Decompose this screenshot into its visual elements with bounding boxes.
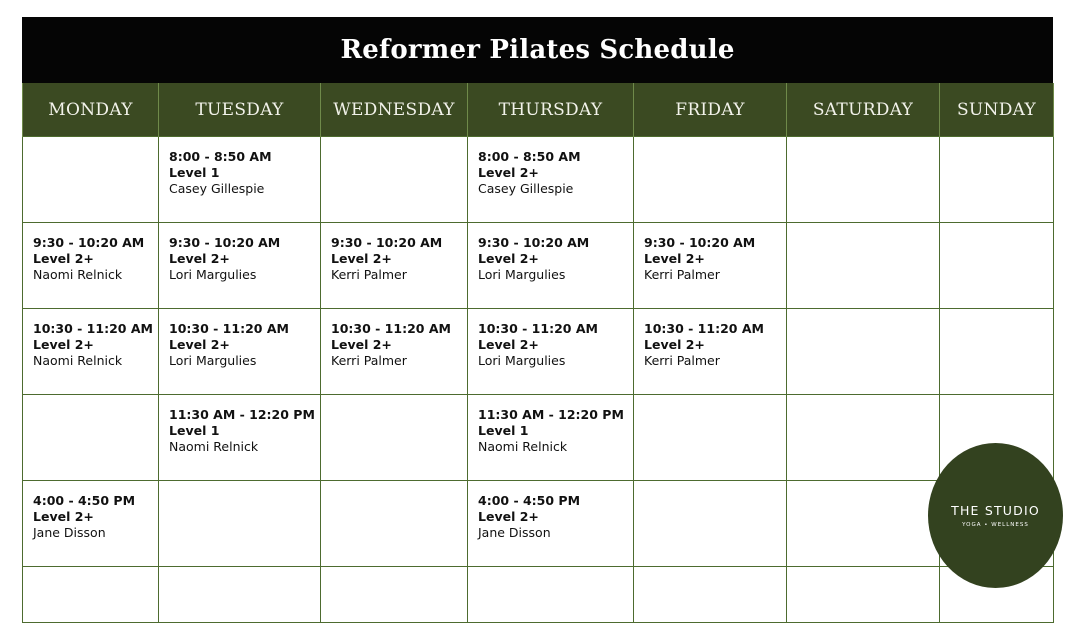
class-entry (159, 309, 320, 369)
class-level: Level 2+ (478, 337, 539, 352)
class-time: 11:30 AM - 12:20 PM (478, 407, 624, 422)
class-instructor: Lori Margulies (169, 267, 257, 282)
logo-name: THE STUDIO (951, 503, 1040, 518)
class-level: Level 2+ (331, 337, 392, 352)
schedule-title: Reformer Pilates Schedule (22, 17, 1053, 83)
schedule-cell-tuesday (159, 223, 321, 309)
class-time: 8:00 - 8:50 AM (478, 149, 581, 164)
schedule-cell-sunday (940, 223, 1054, 309)
schedule-cell-saturday (787, 137, 940, 223)
class-entry (321, 309, 467, 369)
class-instructor: Naomi Relnick (478, 439, 568, 454)
schedule-cell-monday (23, 223, 159, 309)
class-level: Level 2+ (478, 165, 539, 180)
class-instructor: Naomi Relnick (33, 267, 123, 282)
schedule-sheet (22, 17, 1053, 619)
schedule-cell-wednesday (321, 223, 468, 309)
schedule-table (22, 83, 1054, 623)
schedule-cell-thursday (468, 481, 634, 567)
class-level: Level 2+ (33, 337, 94, 352)
schedule-cell-friday (634, 137, 787, 223)
class-instructor: Lori Margulies (478, 353, 566, 368)
schedule-cell-tuesday (159, 567, 321, 623)
class-instructor: Jane Disson (33, 525, 106, 540)
class-time: 9:30 - 10:20 AM (478, 235, 590, 250)
class-time: 4:00 - 4:50 PM (33, 493, 136, 508)
class-time: 10:30 - 11:20 AM (169, 321, 289, 336)
schedule-cell-monday (23, 481, 159, 567)
schedule-cell-saturday (787, 395, 940, 481)
class-entry (468, 137, 633, 197)
class-instructor: Kerri Palmer (331, 353, 407, 368)
class-time: 10:30 - 11:20 AM (644, 321, 764, 336)
schedule-cell-friday (634, 309, 787, 395)
schedule-cell-tuesday (159, 481, 321, 567)
class-entry (468, 481, 633, 541)
class-instructor: Casey Gillespie (169, 181, 265, 196)
time-slot-row (23, 395, 1054, 481)
class-entry (321, 223, 467, 283)
class-instructor: Lori Margulies (478, 267, 566, 282)
class-instructor: Naomi Relnick (169, 439, 259, 454)
class-level: Level 1 (169, 165, 220, 180)
class-level: Level 2+ (331, 251, 392, 266)
schedule-cell-friday (634, 395, 787, 481)
class-instructor: Jane Disson (478, 525, 551, 540)
schedule-cell-friday (634, 223, 787, 309)
class-time: 10:30 - 11:20 AM (33, 321, 153, 336)
studio-logo (928, 443, 1063, 588)
schedule-cell-friday (634, 481, 787, 567)
time-slot-row (23, 137, 1054, 223)
class-entry (468, 395, 633, 455)
logo-tagline: YOGA • WELLNESS (962, 522, 1029, 528)
day-header-saturday: SATURDAY (787, 83, 940, 137)
schedule-cell-monday (23, 309, 159, 395)
schedule-cell-saturday (787, 481, 940, 567)
schedule-cell-tuesday (159, 309, 321, 395)
class-time: 8:00 - 8:50 AM (169, 149, 272, 164)
schedule-cell-wednesday (321, 137, 468, 223)
class-level: Level 2+ (169, 251, 230, 266)
class-entry (23, 223, 158, 283)
class-entry (159, 223, 320, 283)
class-instructor: Casey Gillespie (478, 181, 574, 196)
schedule-cell-wednesday (321, 309, 468, 395)
schedule-cell-wednesday (321, 395, 468, 481)
class-entry (634, 223, 786, 283)
class-entry (159, 137, 320, 197)
schedule-cell-thursday (468, 395, 634, 481)
schedule-cell-monday (23, 567, 159, 623)
schedule-cell-tuesday (159, 395, 321, 481)
day-header-friday: FRIDAY (634, 83, 787, 137)
schedule-cell-saturday (787, 223, 940, 309)
schedule-cell-friday (634, 567, 787, 623)
schedule-cell-wednesday (321, 481, 468, 567)
schedule-cell-wednesday (321, 567, 468, 623)
schedule-cell-sunday (940, 137, 1054, 223)
class-level: Level 2+ (33, 509, 94, 524)
class-entry (159, 395, 320, 455)
class-level: Level 1 (478, 423, 529, 438)
class-entry (634, 309, 786, 369)
schedule-cell-thursday (468, 223, 634, 309)
class-time: 9:30 - 10:20 AM (644, 235, 756, 250)
day-header-row (23, 83, 1054, 137)
class-instructor: Kerri Palmer (644, 267, 720, 282)
class-time: 9:30 - 10:20 AM (33, 235, 145, 250)
schedule-cell-thursday (468, 137, 634, 223)
class-time: 9:30 - 10:20 AM (169, 235, 281, 250)
schedule-cell-monday (23, 137, 159, 223)
class-instructor: Lori Margulies (169, 353, 257, 368)
class-time: 10:30 - 11:20 AM (331, 321, 451, 336)
day-header-thursday: THURSDAY (468, 83, 634, 137)
schedule-cell-thursday (468, 309, 634, 395)
day-header-monday: MONDAY (23, 83, 159, 137)
schedule-cell-thursday (468, 567, 634, 623)
class-entry (468, 309, 633, 369)
day-header-wednesday: WEDNESDAY (321, 83, 468, 137)
time-slot-row (23, 309, 1054, 395)
day-header-tuesday: TUESDAY (159, 83, 321, 137)
class-time: 10:30 - 11:20 AM (478, 321, 598, 336)
class-level: Level 2+ (478, 251, 539, 266)
class-level: Level 2+ (33, 251, 94, 266)
class-time: 4:00 - 4:50 PM (478, 493, 581, 508)
schedule-cell-sunday (940, 309, 1054, 395)
schedule-cell-saturday (787, 309, 940, 395)
class-time: 11:30 AM - 12:20 PM (169, 407, 315, 422)
day-header-sunday: SUNDAY (940, 83, 1054, 137)
class-entry (23, 309, 158, 369)
class-instructor: Naomi Relnick (33, 353, 123, 368)
time-slot-row (23, 567, 1054, 623)
time-slot-row (23, 481, 1054, 567)
class-level: Level 1 (169, 423, 220, 438)
class-level: Level 2+ (169, 337, 230, 352)
time-slot-row (23, 223, 1054, 309)
schedule-cell-saturday (787, 567, 940, 623)
schedule-cell-tuesday (159, 137, 321, 223)
class-level: Level 2+ (644, 337, 705, 352)
class-instructor: Kerri Palmer (644, 353, 720, 368)
schedule-cell-monday (23, 395, 159, 481)
class-entry (468, 223, 633, 283)
class-time: 9:30 - 10:20 AM (331, 235, 443, 250)
class-entry (23, 481, 158, 541)
class-level: Level 2+ (478, 509, 539, 524)
class-instructor: Kerri Palmer (331, 267, 407, 282)
class-level: Level 2+ (644, 251, 705, 266)
